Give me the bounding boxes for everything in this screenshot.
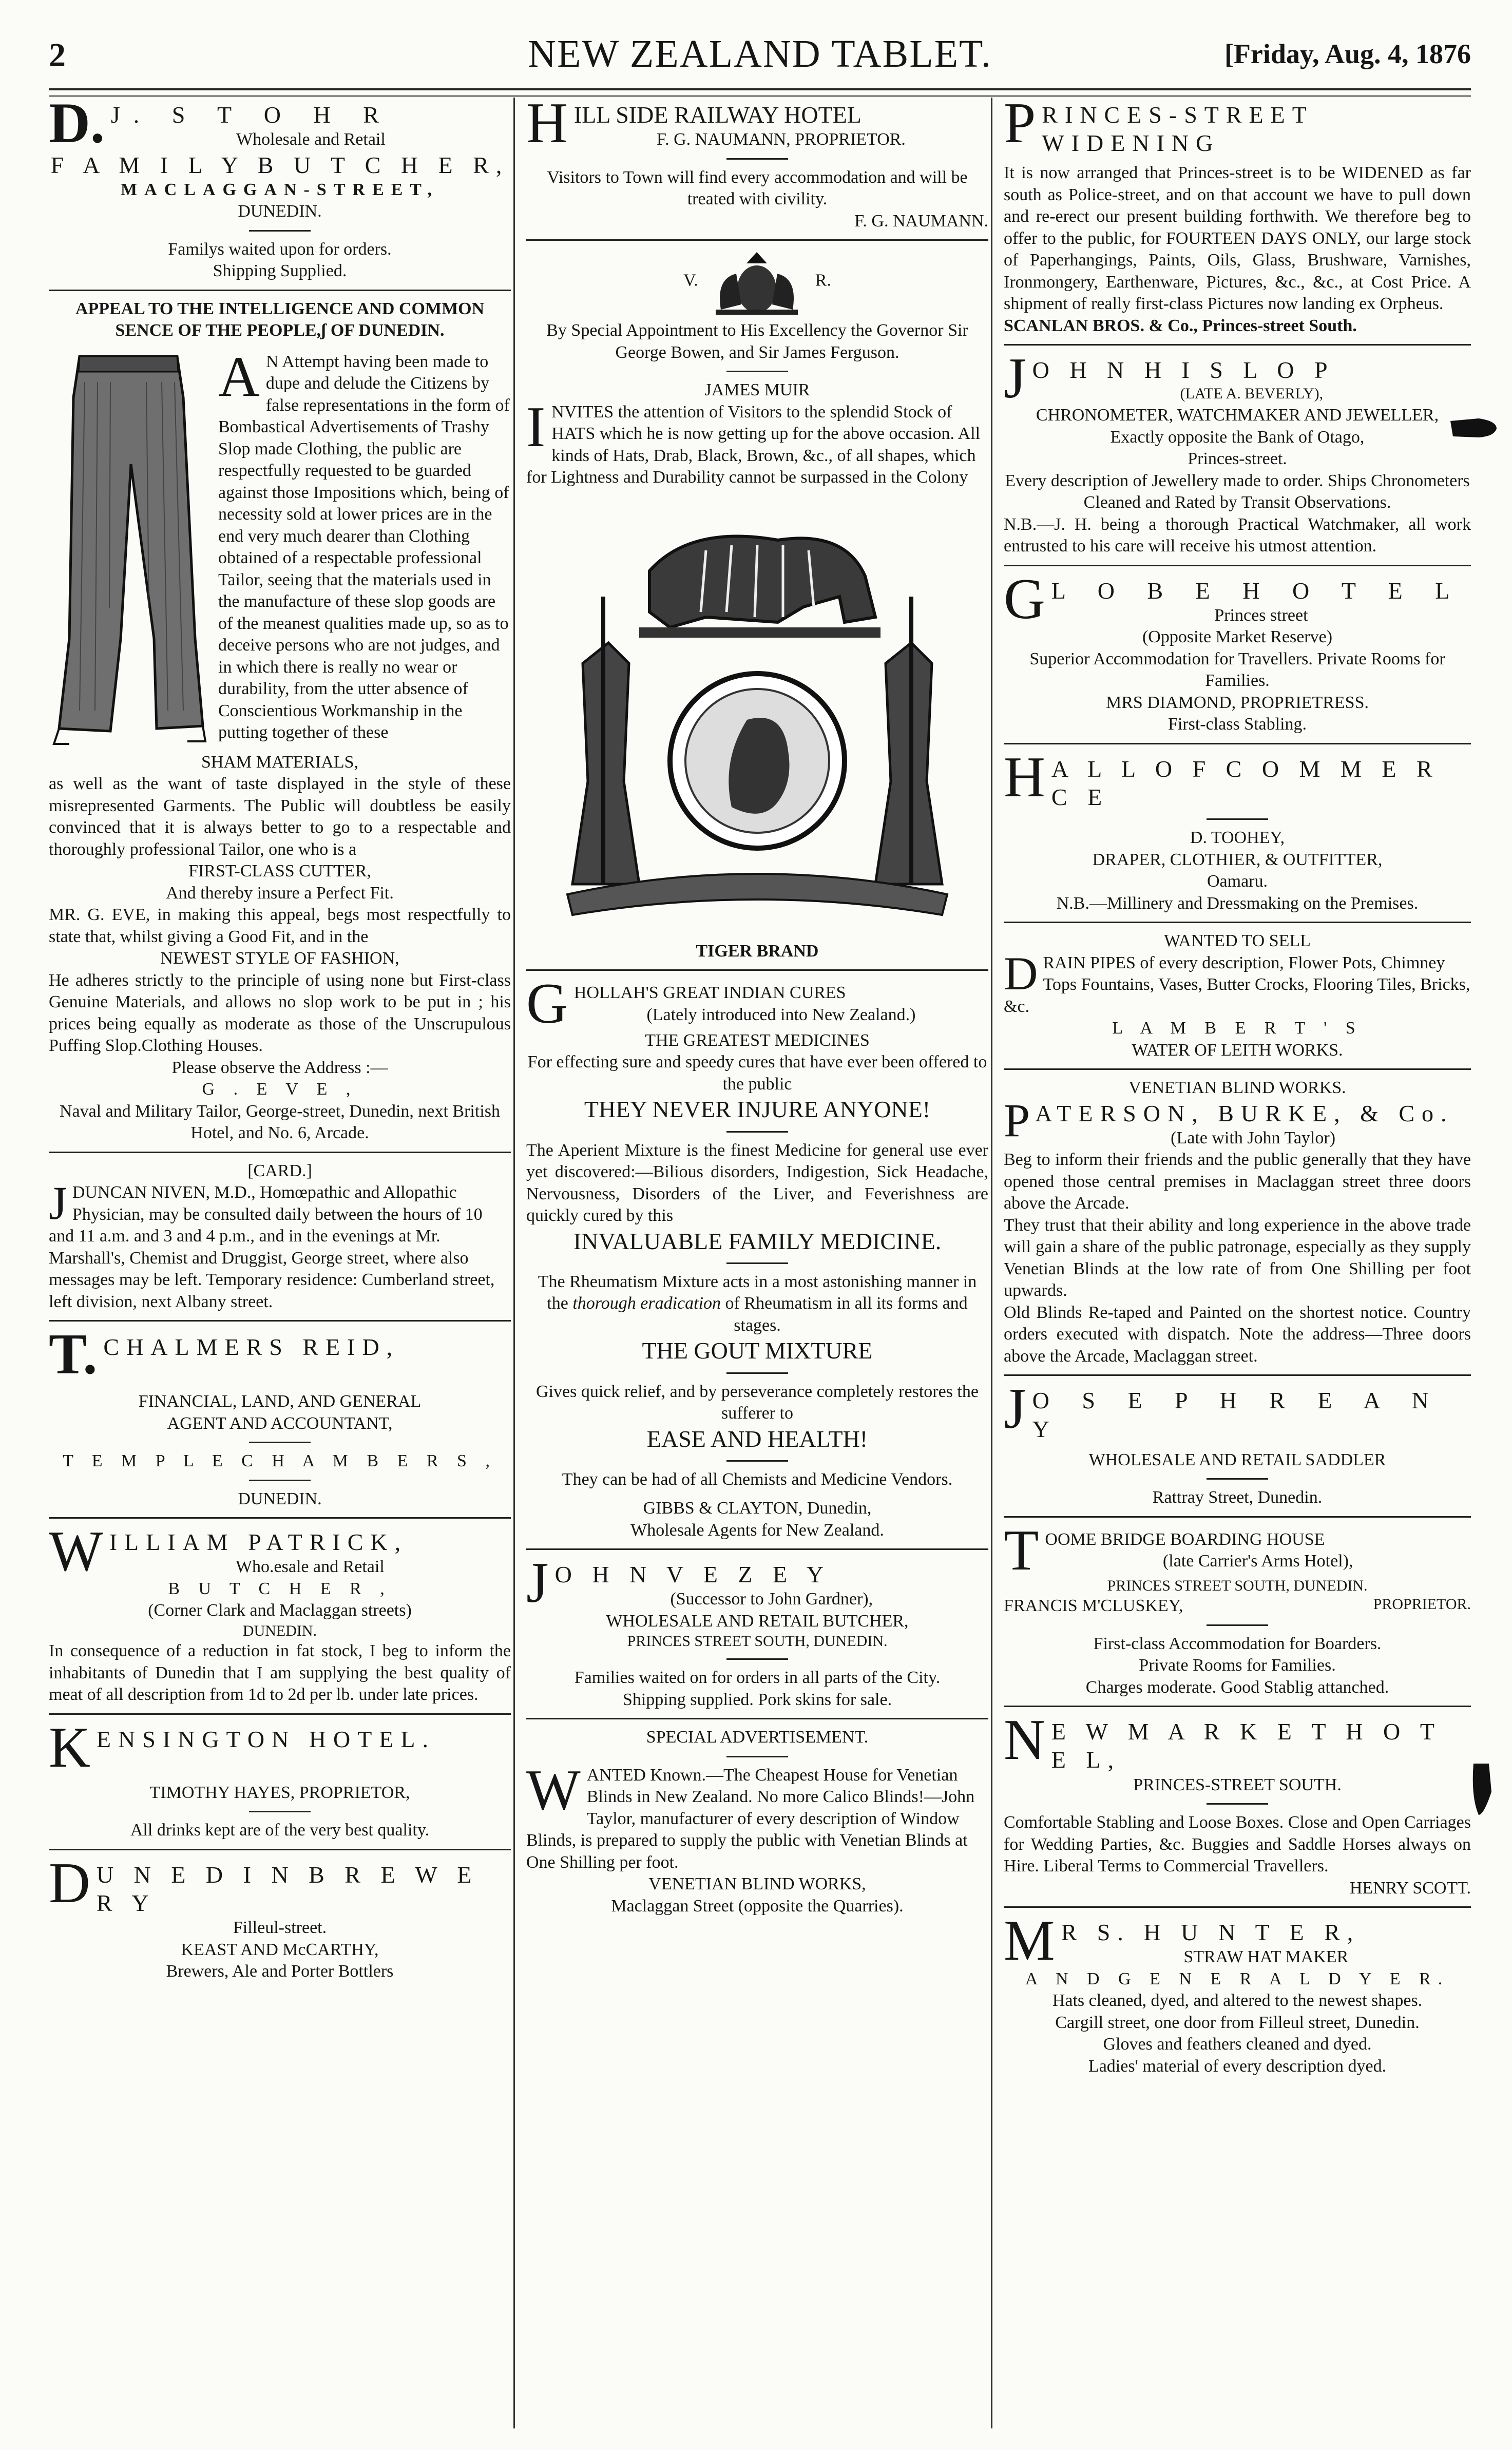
ad-body: They can be had of all Chemists and Medicine Vendors. — [562, 1469, 953, 1489]
ad-line: SHAM MATERIALS, — [201, 752, 359, 772]
page-header — [49, 32, 1471, 83]
drop-cap: K — [49, 1715, 90, 1779]
pointing-hand-icon — [1468, 1761, 1499, 1817]
divider — [526, 1718, 988, 1719]
ad-newmarket — [1004, 1708, 1471, 1899]
ad-line: FINANCIAL, LAND, AND GENERAL — [138, 1392, 422, 1411]
ad-line: T E M P L E C H A M B E R S , — [63, 1451, 497, 1471]
ad-title: U N E D I N B R E W E R Y — [96, 1861, 479, 1916]
ad-title: A L L O F C O M M E R C E — [1051, 755, 1440, 811]
ad-line: F. G. NAUMANN, PROPRIETOR. — [656, 130, 906, 149]
ad-body: as well as the want of taste displayed in the style of these misrepresented Garments. The Public will doubtless be easily convinced that it is always better to go to a respectable and thoroughly professional Tailor, one who is a — [49, 774, 511, 859]
ad-line: PRINCES STREET SOUTH, DUNEDIN. — [627, 1633, 888, 1650]
ad-line: MRS DIAMOND, PROPRIETRESS. — [1106, 693, 1369, 712]
divider — [49, 290, 511, 291]
ad-body: Hats cleaned, dyed, and altered to the newest shapes. — [1052, 1991, 1423, 2011]
drop-cap: P — [1004, 98, 1036, 155]
divider — [249, 1811, 311, 1812]
drop-cap: T. — [49, 1323, 98, 1387]
ad-body: Gives quick relief, and by perseverance completely restores the sufferer to — [536, 1382, 979, 1423]
ad-body: It is now arranged that Princes-street is to be WIDENED as far south as Police-street, and on that account we have to pull down and re-erect our present building forthwith. We therefore beg to offer to the public, for FOURTEEN DAYS ONLY, our large stock of Paperhangings, Paints, Oils, Glass, Brushware, Varnishes, Ironmongery, Earthenware, Pictures, &c., &c., at Cost Price. A shipment of really first-class Pictures now landing ex Orpheus. — [1004, 163, 1471, 314]
ad-title: RINCES-STREET WIDENING — [1042, 102, 1314, 157]
divider — [49, 1713, 511, 1715]
ad-hislop — [1004, 347, 1471, 557]
drop-cap: J — [49, 1177, 67, 1230]
ad-line: Maclaggan Street (opposite the Quarries). — [611, 1896, 904, 1916]
ad-drain — [1004, 930, 1471, 1061]
divider — [726, 371, 788, 372]
ad-line: Wholesale Agents for New Zealand. — [630, 1520, 884, 1540]
ad-line: NEWEST STYLE OF FASHION, — [160, 949, 399, 968]
brand-label: TIGER BRAND — [696, 941, 819, 961]
drop-cap: G — [1004, 567, 1045, 631]
ad-title: OOME BRIDGE BOARDING HOUSE — [1045, 1529, 1325, 1549]
ad-line: Ladies' material of every description dyed. — [1088, 2056, 1387, 2076]
divider — [1207, 1803, 1268, 1805]
divider — [1004, 1516, 1471, 1518]
ad-line: D. TOOHEY, — [1190, 828, 1285, 848]
divider — [1207, 818, 1268, 820]
ad-title: J. S T O H R — [110, 102, 392, 128]
ad-line: Familys waited upon for orders. — [168, 239, 392, 259]
ad-line: Rattray Street, Dunedin. — [1152, 1488, 1323, 1507]
ad-line: DUNEDIN. — [242, 1622, 317, 1639]
ad-headline: VENETIAN BLIND WORKS. — [1128, 1078, 1346, 1098]
ad-line: (Corner Clark and Maclaggan streets) — [148, 1601, 412, 1620]
divider — [249, 1442, 311, 1443]
ad-line: INVALUABLE FAMILY MEDICINE. — [573, 1228, 942, 1254]
divider — [526, 1548, 988, 1550]
divider — [1207, 1624, 1268, 1626]
ad-line: KEAST AND McCARTHY, — [181, 1940, 379, 1959]
ad-line: TIMOTHY HAYES, PROPRIETOR, — [149, 1783, 410, 1802]
ad-body: MR. G. EVE, in making this appeal, begs most respectfully to state that, whilst giving a Good Fit, and in the — [49, 905, 511, 946]
divider — [49, 1320, 511, 1322]
drop-cap: I — [526, 395, 546, 459]
ad-line: Families waited on for orders in all parts of the City. — [574, 1668, 941, 1688]
ad-muir — [526, 248, 988, 489]
divider — [1004, 1374, 1471, 1376]
ad-line: (Successor to John Gardner), — [670, 1590, 873, 1609]
ad-title: ENSINGTON HOTEL. — [96, 1726, 435, 1752]
divider — [1004, 743, 1471, 744]
ad-body: N Attempt having been made to dupe and delude the Citizens by false representations in the form of Bombastical Advertisements of Trashy Slop made Clothing, the public are respectfully requested to be guarded against those Impositions which, being of necessity sold at lower prices are in the end very much dearer than Clothing obtained of a respectable professional Tailor, seeing that the materials used in the manufacture of these slop goods are of the meanest qualities made up, so as to deceive persons who are not judges, and in which there is really no wear or durability, from the utter absence of Conscientious Workmanship in the putting together of these — [218, 352, 510, 742]
ad-title: HOLLAH'S GREAT INDIAN CURES — [573, 983, 846, 1003]
divider — [726, 1658, 788, 1660]
ad-vezey — [526, 1551, 988, 1711]
ad-line: DUNEDIN. — [238, 202, 322, 221]
ad-body: ANTED Known.—The Cheapest House for Venetian Blinds in New Zealand. No more Calico Blinds!—John Taylor, manufacturer of every description of Window Blinds, is prepared to supply the public with Venetian Blinds at One Shilling per foot. — [526, 1765, 975, 1872]
drop-cap: J — [526, 1551, 549, 1615]
ad-line: SCANLAN BROS. & Co., Princes-street South. — [1004, 316, 1357, 335]
ad-body: He adheres strictly to the principle of using none but First-class Genuine Materials, and allows no slop work to be put in ; his prices being equally as moderate as those of the Unscrupulous Puffing Slop.Clothing Houses. — [49, 970, 511, 1056]
ad-body: of Rheumatism in all its forms and stages. — [725, 1294, 968, 1335]
ad-stohr — [49, 98, 511, 282]
ad-line: Princes-street. — [1188, 449, 1287, 469]
ad-line: Private Rooms for Families. — [1139, 1656, 1336, 1675]
ad-line: PRINCES STREET SOUTH, DUNEDIN. — [1107, 1577, 1368, 1594]
ad-line: (Late with John Taylor) — [1171, 1128, 1336, 1147]
drop-cap: D — [49, 1851, 90, 1915]
ad-body: thorough eradication — [572, 1294, 721, 1313]
ad-line: Please observe the Address :— — [171, 1058, 388, 1077]
ad-headline: SPECIAL ADVERTISEMENT. — [646, 1728, 869, 1747]
ad-title: O H N H I S L O P — [1032, 357, 1335, 384]
ad-niven — [49, 1160, 511, 1313]
ad-line: Superior Accommodation for Travellers. Private Rooms for Families. — [1029, 649, 1445, 691]
ad-title: R S. H U N T E R, — [1061, 1919, 1361, 1946]
drop-cap: W — [49, 1520, 103, 1584]
drop-cap: G — [526, 972, 568, 1036]
divider — [49, 1517, 511, 1519]
ad-ghollah — [526, 972, 988, 1541]
ad-line: Exactly opposite the Bank of Otago, — [1110, 427, 1365, 447]
ad-line: FIRST-CLASS CUTTER, — [188, 862, 371, 881]
ad-body: Every description of Jewellery made to order. Ships Chronometers Cleaned and Rated by Transit Observations. — [1005, 471, 1470, 512]
drop-cap: H — [526, 98, 568, 155]
divider — [1004, 565, 1471, 566]
ad-body: In consequence of a reduction in fat stock, I beg to inform the inhabitants of Dunedin that I am supplying the best quality of meat of all description from 1d to 2d per lb. under late prices. — [49, 1641, 511, 1705]
ad-line: F A M I L Y B U T C H E R, — [50, 151, 509, 178]
ad-body: Visitors to Town will find every accommodation and will be treated with civility. — [547, 167, 968, 209]
ad-hunter — [1004, 1909, 1471, 2077]
ad-body: Comfortable Stabling and Loose Boxes. Close and Open Carriages for Wedding Parties, &c. Buggies and Saddle Horses always on Hire. Liberal Terms to Commercial Travellers. — [1004, 1813, 1471, 1876]
divider — [726, 1756, 788, 1757]
ad-body: The Rheumatism Mixture acts in a most astonishing manner in the — [538, 1272, 977, 1313]
ad-line: A N D G E N E R A L D Y E R. — [1025, 1969, 1450, 1988]
ad-line: All drinks kept are of the very best quality. — [130, 1821, 430, 1840]
ad-line: Brewers, Ale and Porter Bottlers — [166, 1962, 394, 1981]
ad-line: THEY NEVER INJURE ANYONE! — [584, 1096, 931, 1123]
ad-line: And thereby insure a Perfect Fit. — [166, 883, 394, 903]
ad-reid — [49, 1323, 511, 1510]
ad-title: JAMES MUIR — [704, 380, 810, 400]
ad-toome — [1004, 1518, 1471, 1698]
ad-line: R. — [815, 271, 831, 290]
ad-line: N.B.—Millinery and Dressmaking on the Premises. — [1056, 893, 1419, 913]
ad-line: VENETIAN BLIND WORKS, — [648, 1874, 866, 1894]
ad-line: Gloves and feathers cleaned and dyed. — [1103, 2035, 1372, 2054]
ad-line: MACLAGGAN-STREET, — [121, 180, 439, 199]
ad-body: Beg to inform their friends and the public generally that they have opened those central premises in Maclaggan street three doors above the Arcade. — [1004, 1150, 1471, 1213]
ad-line: G . E V E , — [202, 1080, 358, 1099]
drop-cap: N — [1004, 1708, 1045, 1772]
ad-title: E W M A R K E T H O T E L, — [1051, 1718, 1442, 1773]
ad-line: Naval and Military Tailor, George-street, Dunedin, next British Hotel, and No. 6, Arcade. — [59, 1101, 501, 1143]
ad-line: Charges moderate. Good Stablig attanched. — [1085, 1677, 1389, 1697]
ad-reany — [1004, 1377, 1471, 1508]
ad-line: Who.esale and Retail — [235, 1557, 385, 1577]
ad-body: For effecting sure and speedy cures that have ever been offered to the public — [527, 1052, 987, 1094]
ad-widening — [1004, 98, 1471, 337]
ad-globe — [1004, 567, 1471, 736]
drop-cap: J — [1004, 347, 1026, 411]
ad-body: RAIN PIPES of every description, Flower Pots, Chimney Tops Fountains, Vases, Butter Crocks, Flooring Tiles, Bricks, &c. — [1004, 953, 1470, 1016]
ad-title: ILLIAM PATRICK, — [109, 1529, 408, 1556]
drop-cap: P — [1004, 1094, 1030, 1146]
ad-title: O S E P H R E A N Y — [1032, 1387, 1442, 1442]
ad-line: DRAPER, CLOTHIER, & OUTFITTER, — [1092, 850, 1383, 869]
ad-body: N.B.—J. H. being a thorough Practical Watchmaker, all work entrusted to his care will receive his utmost attention. — [1004, 514, 1471, 556]
divider — [249, 1480, 311, 1481]
ad-body: NVITES the attention of Visitors to the splendid Stock of HATS which he is now getting up for the above occasion. All kinds of Hats, Drab, Black, Brown, &c., of all shapes, which for Lightness and Durability cannot be surpassed in the Colony — [526, 402, 981, 487]
ad-line: F. G. NAUMANN. — [854, 211, 988, 231]
ad-headline: APPEAL TO THE INTELLIGENCE AND COMMON SENCE OF THE PEOPLE,ʃ OF DUNEDIN. — [75, 299, 485, 340]
ad-line: AGENT AND ACCOUNTANT, — [167, 1413, 393, 1433]
ad-line: THE GREATEST MEDICINES — [645, 1030, 870, 1050]
royal-crest-icon — [700, 248, 813, 320]
ad-special — [526, 1727, 988, 1917]
ad-body: The Aperient Mixture is the finest Medicine for general use ever yet discovered:—Bilious disorders, Indigestion, Sick Headache, Nervousness, Disorders of the Liver, and Feverishness are quickly cured by this — [526, 1140, 988, 1226]
ad-line: EASE AND HEALTH! — [646, 1425, 868, 1452]
ad-line: First-class Accommodation for Boarders. — [1093, 1634, 1382, 1653]
divider — [1207, 1478, 1268, 1480]
column-divider — [513, 98, 515, 2428]
ad-paterson — [1004, 1077, 1471, 1367]
ad-line: (Lately introduced into New Zealand.) — [646, 1005, 916, 1024]
ad-line: STRAW HAT MAKER — [1183, 1947, 1349, 1967]
ad-line: Shipping Supplied. — [213, 261, 347, 281]
ad-line: PROPRIETOR. — [1373, 1596, 1471, 1613]
divider — [726, 1131, 788, 1133]
page-number: 2 — [49, 36, 66, 74]
ad-brewery — [49, 1851, 511, 1983]
ad-headline: WANTED TO SELL — [1164, 931, 1311, 951]
pointing-hand-icon — [1448, 406, 1499, 452]
drop-cap: J — [1004, 1377, 1026, 1441]
ad-commerce — [1004, 745, 1471, 914]
ad-line: L A M B E R T ' S — [1112, 1019, 1363, 1038]
ad-appeal-eve — [49, 298, 511, 1144]
ad-line: V. — [683, 271, 698, 290]
ad-line: HENRY SCOTT. — [1349, 1878, 1471, 1898]
ad-title: ATERSON, BURKE, & Co. — [1035, 1100, 1454, 1126]
divider — [726, 158, 788, 160]
ad-line: WHOLESALE AND RETAIL BUTCHER, — [606, 1611, 909, 1631]
divider — [1004, 922, 1471, 923]
divider — [726, 1262, 788, 1264]
ad-line: Princes street — [1214, 605, 1308, 625]
divider — [1004, 1068, 1471, 1070]
drop-cap: W — [526, 1758, 581, 1822]
ad-line: FRANCIS M'CLUSKEY, — [1004, 1596, 1183, 1616]
column-3 — [1004, 98, 1471, 2428]
ad-line: Wholesale and Retail — [236, 130, 386, 149]
column-2 — [526, 98, 988, 2428]
ad-line: (LATE A. BEVERLY), — [1180, 385, 1324, 402]
divider — [526, 969, 988, 971]
ad-body: They trust that their ability and long experience in the above trade will gain a share of the public patronage, especially as they supply Venetian Blinds at the low rate of from One Shilling per foot upwards. — [1004, 1215, 1471, 1300]
ad-line: PRINCES-STREET SOUTH. — [1133, 1775, 1342, 1794]
ad-line: DUNEDIN. — [238, 1489, 322, 1508]
ad-line: [CARD.] — [247, 1161, 312, 1180]
drop-cap: T — [1004, 1518, 1039, 1582]
divider — [1004, 1906, 1471, 1908]
ad-line: Shipping supplied. Pork skins for sale. — [622, 1690, 892, 1709]
divider — [1004, 1706, 1471, 1707]
column-1 — [49, 98, 511, 2428]
masthead-title: NEW ZEALAND TABLET. — [528, 32, 992, 75]
divider — [249, 230, 311, 232]
ad-line: Oamaru. — [1207, 872, 1268, 891]
ad-line: (Opposite Market Reserve) — [1142, 627, 1333, 647]
ad-line: B U T C H E R , — [168, 1579, 392, 1598]
ad-line: (late Carrier's Arms Hotel), — [1162, 1552, 1353, 1571]
ad-hillside — [526, 98, 988, 232]
divider — [1004, 344, 1471, 346]
ad-title: O H N V E Z E Y — [554, 1561, 831, 1588]
divider — [726, 1460, 788, 1462]
issue-date: [Friday, Aug. 4, 1876 — [1224, 39, 1471, 69]
drop-cap: D — [1004, 947, 1038, 1000]
ad-line: WHOLESALE AND RETAIL SADDLER — [1088, 1450, 1386, 1469]
trousers-illustration — [49, 351, 208, 747]
drop-cap: D. — [49, 98, 105, 155]
divider — [49, 1849, 511, 1850]
divider — [526, 239, 988, 241]
ad-line: Cargill street, one door from Filleul street, Dunedin. — [1055, 2013, 1420, 2032]
ad-title: ILL SIDE RAILWAY HOTEL — [573, 102, 862, 128]
tiger-brand-illustration — [526, 494, 988, 963]
tiger-emblem-icon — [537, 494, 978, 956]
ad-body: DUNCAN NIVEN, M.D., Homœpathic and Allopathic Physician, may be consulted daily between the hours of 10 and 11 a.m. and 3 and 4 p.m., and in the evenings at Mr. Marshall's, Chemist and Druggist, George street, where also messages may be left. Temporary residence: Cumberland street, left division, next Albany street. — [49, 1183, 495, 1311]
column-divider — [991, 98, 992, 2428]
ad-patrick — [49, 1520, 511, 1706]
ad-title: CHALMERS REID, — [103, 1334, 400, 1361]
ad-line: First-class Stabling. — [1168, 715, 1307, 734]
drop-cap: M — [1004, 1909, 1055, 1973]
divider — [49, 1152, 511, 1153]
ad-kensington — [49, 1715, 511, 1842]
drop-cap: A — [218, 344, 260, 409]
ad-line: GIBBS & CLAYTON, Dunedin, — [643, 1499, 872, 1518]
ad-line: Filleul-street. — [233, 1918, 327, 1938]
ad-line: WATER OF LEITH WORKS. — [1132, 1040, 1343, 1060]
ad-title: L O B E H O T E L — [1051, 577, 1463, 604]
header-rule — [49, 88, 1471, 97]
drop-cap: H — [1004, 745, 1045, 809]
ad-line: CHRONOMETER, WATCHMAKER AND JEWELLER, — [1036, 406, 1439, 425]
ad-body: By Special Appointment to His Excellency the Governor Sir George Bowen, and Sir James Ferguson. — [546, 321, 968, 362]
ad-line: THE GOUT MIXTURE — [642, 1337, 873, 1364]
divider — [726, 1372, 788, 1374]
ad-body: Old Blinds Re-taped and Painted on the shortest notice. Country orders executed with dispatch. Note the address—Three doors above the Arcade, Maclaggan street. — [1004, 1303, 1471, 1366]
